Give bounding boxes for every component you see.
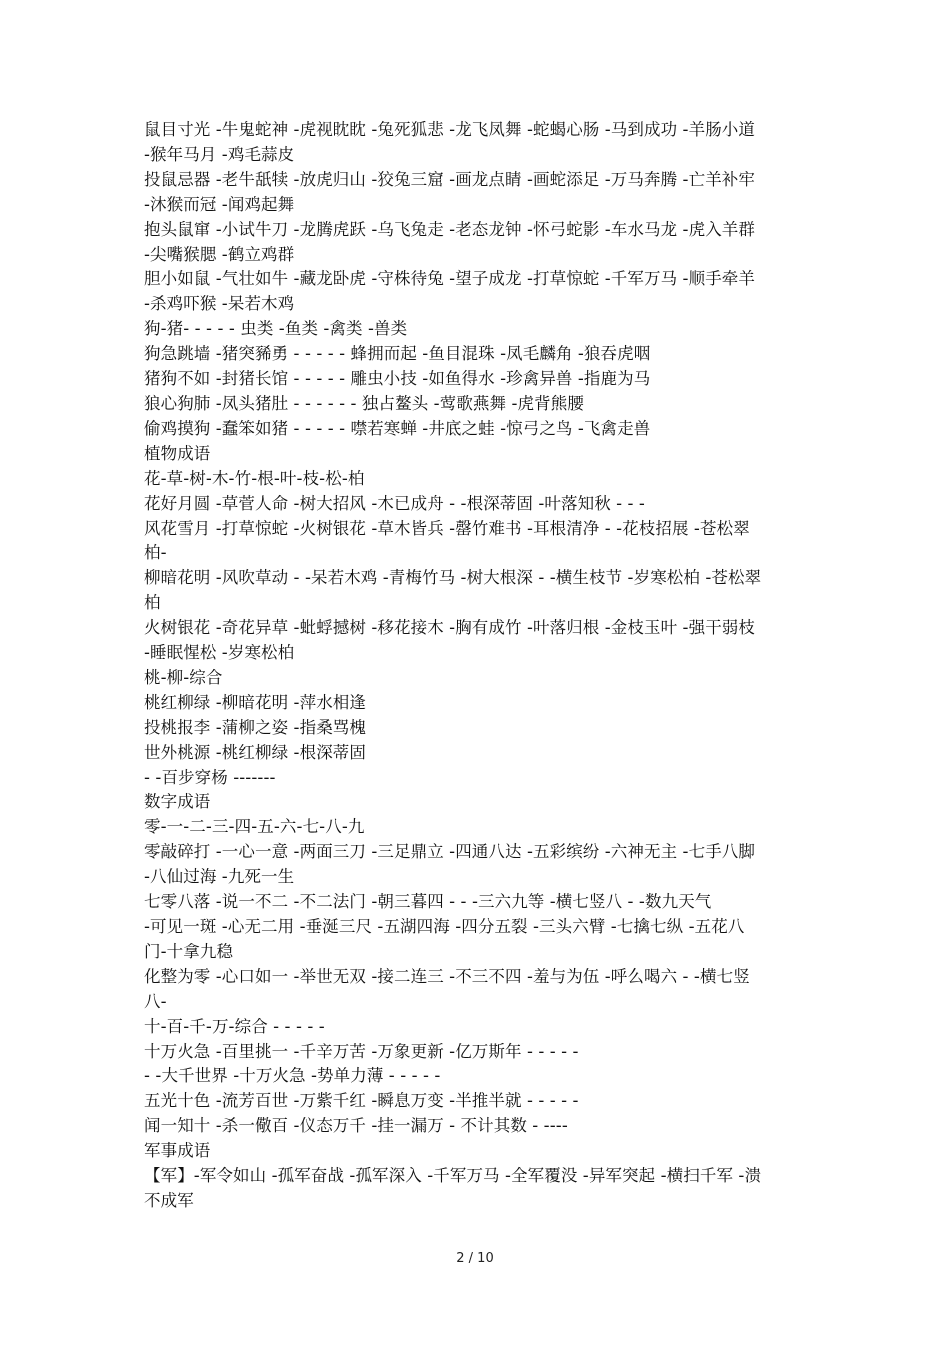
text-line: 花-草-树-木-竹-根-叶-枝-松-柏 (144, 468, 365, 488)
text-line: -睡眠惺松 -岁寒松柏 (144, 643, 295, 663)
text-line: 花好月圆 -草菅人命 -树大招风 -木已成舟 - -根深蒂固 -叶落知秋 - - - (144, 493, 645, 513)
text-line: 鼠目寸光 -牛鬼蛇神 -虎视眈眈 -兔死狐悲 -龙飞凤舞 -蛇蝎心肠 -马到成功 -羊肠小道 (144, 120, 755, 139)
text-line: 桃红柳绿 -柳暗花明 -萍水相逢 (144, 692, 366, 712)
text-line: 七零八落 -说一不二 -不二法门 -朝三暮四 - - -三六九等 -横七竖八 - -数九天气 (144, 892, 712, 912)
text-line: 偷鸡摸狗 -蠢笨如猪 - - - - - 噤若寒蝉 -井底之蛙 -惊弓之鸟 -飞禽走兽 (144, 418, 651, 438)
document-body (144, 118, 812, 1214)
text-line: 柏- (144, 543, 167, 563)
text-line: 十万火急 -百里挑一 -千辛万苦 -万象更新 -亿万斯年 - - - - - (144, 1041, 579, 1061)
text-line: 柳暗花明 -风吹草动 - -呆若木鸡 -青梅竹马 -树大根深 - -横生枝节 -岁寒松柏 -苍松翠 (144, 568, 762, 588)
text-line: -沐猴而冠 -闻鸡起舞 (144, 194, 295, 214)
text-line: 抱头鼠窜 -小试牛刀 -龙腾虎跃 -乌飞兔走 -老态龙钟 -怀弓蛇影 -车水马龙 -虎入羊群 (144, 219, 755, 239)
text-line: 不成军 (144, 1190, 194, 1210)
text-line: 猪狗不如 -封猪长馆 - - - - - 雕虫小技 -如鱼得水 -珍禽异兽 -指鹿为马 (144, 369, 651, 389)
text-line: 数字成语 (144, 792, 211, 812)
text-line: -猴年马月 -鸡毛蒜皮 (144, 144, 295, 164)
text-line: 军事成语 (144, 1141, 211, 1161)
text-line: 风花雪月 -打草惊蛇 -火树银花 -草木皆兵 -罄竹难书 -耳根清净 - -花枝招展 -苍松翠 (144, 518, 750, 538)
text-line: 零敲碎打 -一心一意 -两面三刀 -三足鼎立 -四通八达 -五彩缤纷 -六神无主 -七手八脚 (144, 842, 755, 862)
text-line: 八- (144, 991, 167, 1011)
text-line: 门-十拿九稳 (144, 941, 234, 961)
text-line: 化整为零 -心口如一 -举世无双 -接二连三 -不三不四 -羞与为伍 -呼么喝六 - -横七竖 (144, 966, 750, 986)
text-line: 桃-柳-综合 (144, 667, 223, 687)
text-line: -尖嘴猴腮 -鹤立鸡群 (144, 244, 295, 264)
text-line: 投桃报李 -蒲柳之姿 -指桑骂槐 (144, 717, 366, 737)
text-line: -可见一斑 -心无二用 -垂涎三尺 -五湖四海 -四分五裂 -三头六臂 -七擒七纵 -五花八 (144, 917, 745, 936)
text-line: 植物成语 (144, 443, 211, 463)
text-line: 零-一-二-三-四-五-六-七-八-九 (144, 817, 365, 837)
text-line: 【军】-军令如山 -孤军奋战 -孤军深入 -千军万马 -全军覆没 -异军突起 -横扫千军 -溃 (144, 1166, 762, 1186)
text-line: 世外桃源 -桃红柳绿 -根深蒂固 (144, 742, 366, 762)
text-line: 投鼠忌器 -老牛舐犊 -放虎归山 -狡兔三窟 -画龙点睛 -画蛇添足 -万马奔腾 -亡羊补牢 (144, 169, 755, 189)
text-line: 狗-猪- - - - - 虫类 -鱼类 -禽类 -兽类 (144, 319, 408, 339)
text-line: 五光十色 -流芳百世 -万紫千红 -瞬息万变 -半推半就 - - - - - (144, 1091, 579, 1111)
text-line: 火树银花 -奇花异草 -蚍蜉撼树 -移花接木 -胸有成竹 -叶落归根 -金枝玉叶 -强干弱枝 (144, 618, 755, 638)
text-line: - -百步穿杨 ------- (144, 767, 276, 787)
text-line: -八仙过海 -九死一生 (144, 867, 295, 887)
text-line: - -大千世界 -十万火急 -势单力薄 - - - - - (144, 1066, 441, 1086)
text-line: 狗急跳墙 -猪突豨勇 - - - - - 蜂拥而起 -鱼目混珠 -凤毛麟角 -狼吞虎咽 (144, 344, 651, 364)
text-line: 狼心狗肺 -凤头猪肚 - - - - - - 独占鳌头 -莺歌燕舞 -虎背熊腰 (144, 393, 584, 413)
text-line: -杀鸡吓猴 -呆若木鸡 (144, 294, 295, 314)
page-number: 2 / 10 (456, 1251, 494, 1266)
text-line: 闻一知十 -杀一儆百 -仪态万千 -挂一漏万 - 不计其数 - ---- (144, 1116, 568, 1136)
text-line: 柏 (144, 593, 161, 613)
text-line: 十-百-千-万-综合 - - - - - (144, 1016, 325, 1036)
text-line: 胆小如鼠 -气壮如牛 -藏龙卧虎 -守株待兔 -望子成龙 -打草惊蛇 -千军万马 -顺手牵羊 (144, 269, 755, 289)
